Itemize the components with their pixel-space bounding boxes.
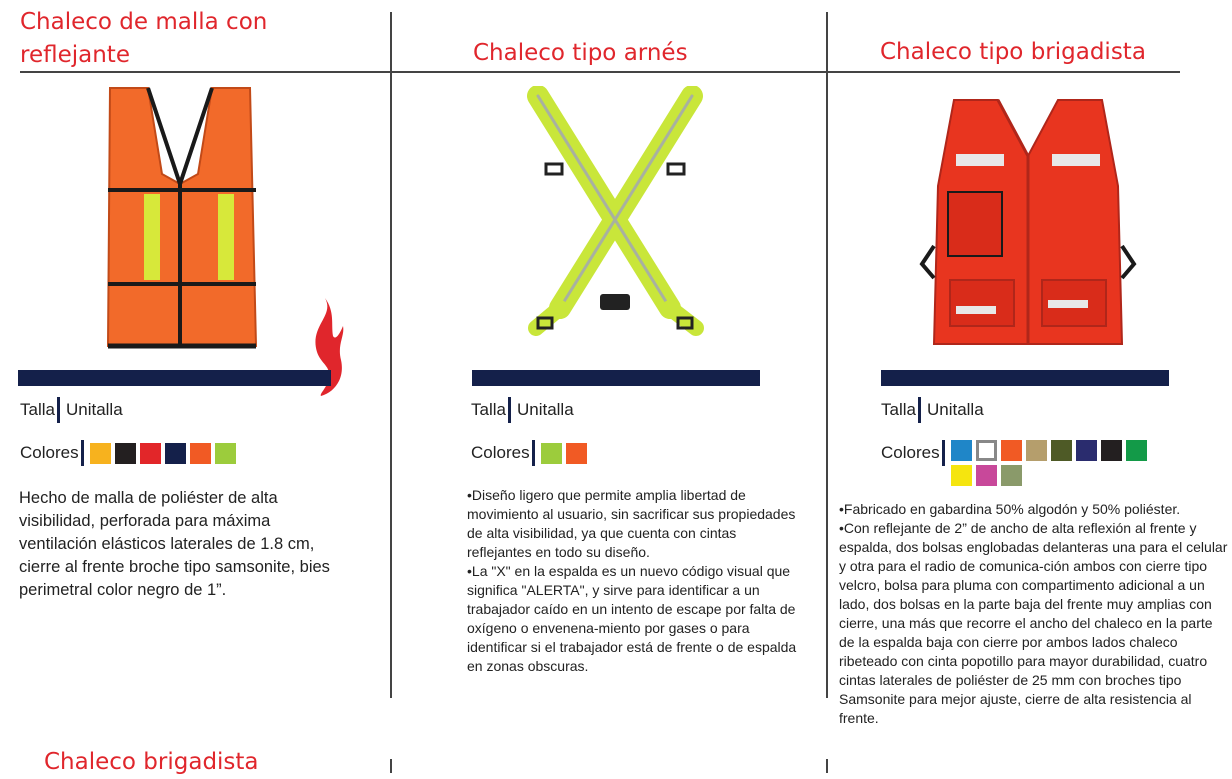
brigadier-vest-image xyxy=(918,96,1138,358)
color-swatch xyxy=(90,443,111,464)
next-section-title: Chaleco brigadista xyxy=(44,749,259,775)
color-swatch xyxy=(951,465,972,486)
separator xyxy=(942,440,945,466)
column-divider-1 xyxy=(390,12,392,698)
product-title-line1: Chaleco de malla con xyxy=(20,9,268,35)
description-bullet: •Fabricado en gabardina 50% algodón y 50% poliéster. xyxy=(839,501,1181,517)
description-bullet: •Con reflejante de 2” de ancho de alta reflexión al frente y espalda, dos bolsas englobadas delanteras una para el celular y otra para el radio de comunica-ción ambos con cierre tipo velcro, bolsa para pluma con compartimento adicional a un lado, dos bolsas en la parte baja del frente muy amplias con cierre, una más que recorre el ancho del chaleco en la parte de la espalda baja con cierre por ambos lados chaleco ribeteado con cinta popotillo para mayor durabilidad, cuatro cintas laterales de poliéster de 25 mm con broches tipo Samsonite para mejor ajuste, cierre de alta resistencia al frente. xyxy=(839,520,1228,726)
harness-vest-image xyxy=(520,86,710,346)
size-row xyxy=(20,397,123,423)
color-swatch xyxy=(976,440,997,461)
column-divider-stub-2 xyxy=(826,759,828,773)
mesh-vest-image xyxy=(100,84,264,356)
color-swatches xyxy=(951,440,1161,486)
description-bullet: •Diseño ligero que permite amplia libertad de movimiento al usuario, sin sacrificar sus propiedades de alta visibilidad, ya que cuenta con cintas reflejantes en todo su diseño. xyxy=(467,487,796,560)
product-title xyxy=(20,6,267,72)
colors-row xyxy=(471,440,601,466)
size-value: Unitalla xyxy=(516,400,574,419)
size-row xyxy=(881,397,984,423)
column-divider-2 xyxy=(826,12,828,698)
product-title-line2: reflejante xyxy=(20,42,130,68)
size-row xyxy=(471,397,574,423)
size-label: Talla xyxy=(471,400,506,419)
color-swatch xyxy=(190,443,211,464)
column-divider-stub-1 xyxy=(390,759,392,773)
product-divider-bar xyxy=(18,370,331,386)
size-value: Unitalla xyxy=(926,400,984,419)
product-divider-bar xyxy=(472,370,760,386)
color-swatch xyxy=(541,443,562,464)
product-description xyxy=(839,500,1231,728)
color-swatch xyxy=(976,465,997,486)
description-bullet: •La "X" en la espalda es un nuevo código visual que significa "ALERTA", y sirve para identificar a un trabajador caído en un intento de escape por falta de oxígeno o envenena-miento por gases o para identificar si el trabajador está de frente o de espalda en zonas obscuras. xyxy=(467,563,797,674)
colors-row xyxy=(881,440,1161,486)
color-swatches xyxy=(541,443,601,464)
size-label: Talla xyxy=(881,400,916,419)
separator xyxy=(508,397,511,423)
color-swatches xyxy=(90,443,250,464)
colors-label: Colores xyxy=(471,443,530,462)
product-description xyxy=(467,486,799,676)
color-swatch xyxy=(215,443,236,464)
product-description xyxy=(19,487,341,602)
description-text: Hecho de malla de poliéster de alta visibilidad, perforada para máxima ventilación elásticos laterales de 1.8 cm, cierre al frente broche tipo samsonite, bies perimetral color negro de 1”. xyxy=(19,489,330,599)
separator xyxy=(57,397,60,423)
color-swatch xyxy=(1001,465,1022,486)
color-swatch xyxy=(1101,440,1122,461)
color-swatch xyxy=(566,443,587,464)
color-swatch xyxy=(951,440,972,461)
color-swatch xyxy=(1126,440,1147,461)
product-divider-bar xyxy=(881,370,1169,386)
colors-label: Colores xyxy=(881,443,940,462)
separator xyxy=(81,440,84,466)
separator xyxy=(532,440,535,466)
size-value: Unitalla xyxy=(65,400,123,419)
color-swatch xyxy=(1026,440,1047,461)
product-title: Chaleco tipo arnés xyxy=(473,40,688,66)
color-swatch xyxy=(1051,440,1072,461)
color-swatch xyxy=(140,443,161,464)
separator xyxy=(918,397,921,423)
color-swatch xyxy=(115,443,136,464)
colors-label: Colores xyxy=(20,443,79,462)
size-label: Talla xyxy=(20,400,55,419)
color-swatch xyxy=(165,443,186,464)
color-swatch xyxy=(1001,440,1022,461)
product-title: Chaleco tipo brigadista xyxy=(880,39,1146,65)
colors-row xyxy=(20,440,250,466)
color-swatch xyxy=(1076,440,1097,461)
